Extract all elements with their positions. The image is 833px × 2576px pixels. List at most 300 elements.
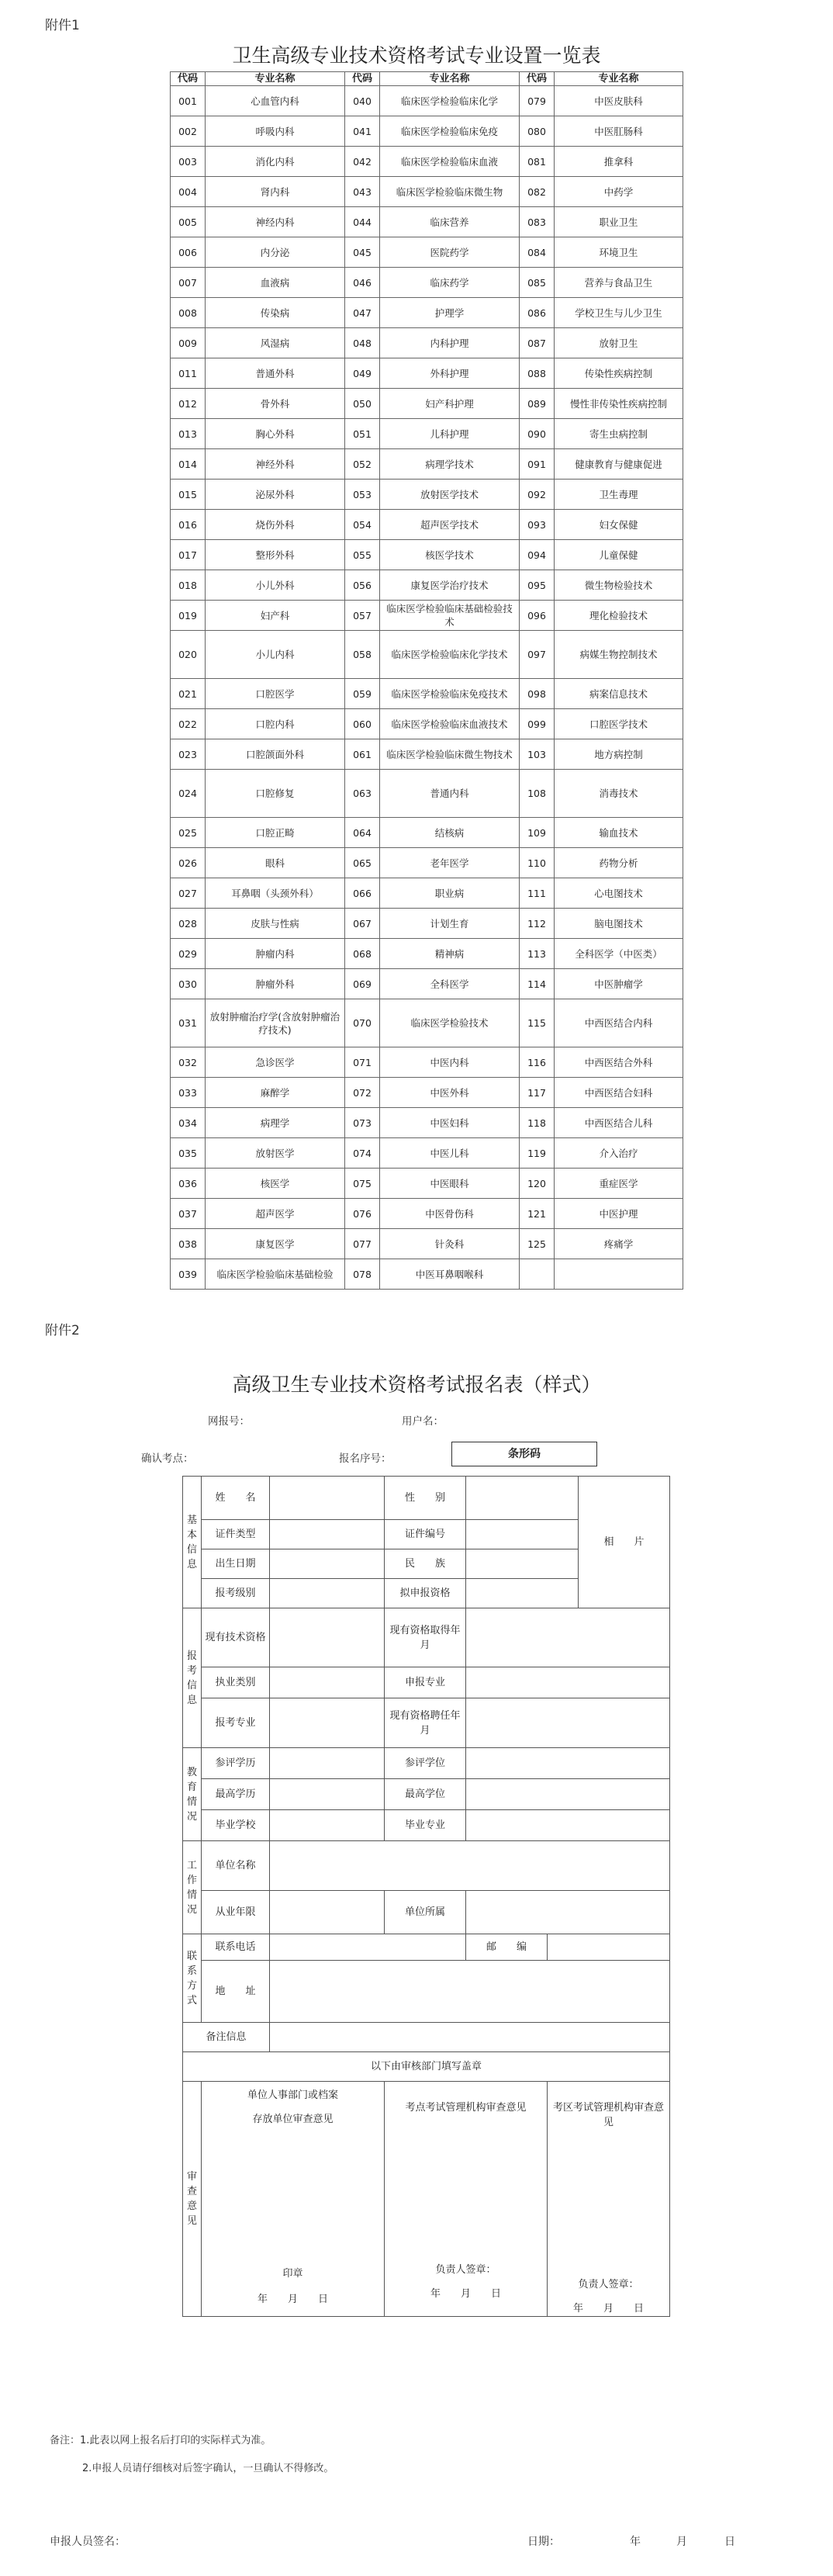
code-cell: 103 xyxy=(520,739,555,770)
specialty-cell: 理化检验技术 xyxy=(555,601,683,631)
online-no-label: 网报号： xyxy=(208,1415,250,1428)
table-row xyxy=(171,480,683,510)
apply-specialty-label: 报考专业 xyxy=(202,1698,270,1748)
attachment1-label: 附件1 xyxy=(45,18,80,33)
table-row xyxy=(171,237,683,268)
code-cell: 009 xyxy=(171,328,206,358)
grad-school-label: 毕业学校 xyxy=(202,1810,270,1841)
current-title-date-label: 现有资格取得年月 xyxy=(385,1608,466,1667)
specialty-cell: 消毒技术 xyxy=(555,770,683,818)
code-cell: 022 xyxy=(171,709,206,739)
code-cell: 053 xyxy=(345,480,380,510)
code-header: 代码 xyxy=(171,72,206,86)
table-row xyxy=(171,939,683,969)
code-cell: 007 xyxy=(171,268,206,298)
code-cell xyxy=(520,1259,555,1290)
specialty-cell: 肿瘤外科 xyxy=(206,969,345,999)
specialty-cell: 脑电图技术 xyxy=(555,909,683,939)
table-row xyxy=(171,268,683,298)
specialty-cell: 口腔医学技术 xyxy=(555,709,683,739)
code-cell: 024 xyxy=(171,770,206,818)
highest-edu-value xyxy=(270,1779,385,1810)
specialty-cell: 儿科护理 xyxy=(380,419,520,449)
work-unit-label: 单位名称 xyxy=(202,1841,270,1891)
specialty-cell: 病理学 xyxy=(206,1108,345,1138)
specialty-cell: 临床医学检验临床化学技术 xyxy=(380,631,520,679)
code-cell: 075 xyxy=(345,1169,380,1199)
code-cell: 033 xyxy=(171,1078,206,1108)
code-cell: 068 xyxy=(345,939,380,969)
code-cell: 028 xyxy=(171,909,206,939)
code-cell: 117 xyxy=(520,1078,555,1108)
specialty-cell: 中医眼科 xyxy=(380,1169,520,1199)
code-cell: 029 xyxy=(171,939,206,969)
unit-review-date: 年 月 日 xyxy=(257,2294,328,2305)
seal-label: 印章 xyxy=(282,2268,303,2280)
highest-degree-label: 最高学位 xyxy=(385,1779,466,1810)
id-type-value xyxy=(270,1520,385,1549)
specialty-cell: 中药学 xyxy=(555,177,683,207)
table-row xyxy=(171,1259,683,1290)
specialty-cell: 放射医学 xyxy=(206,1138,345,1169)
code-cell: 060 xyxy=(345,709,380,739)
table-row xyxy=(171,739,683,770)
code-cell: 108 xyxy=(520,770,555,818)
code-cell: 088 xyxy=(520,358,555,389)
table-header-row xyxy=(171,72,683,86)
code-cell: 096 xyxy=(520,601,555,631)
specialty-cell: 核医学 xyxy=(206,1169,345,1199)
specialty-cell xyxy=(555,1259,683,1290)
specialty-cell: 泌尿外科 xyxy=(206,480,345,510)
code-cell: 039 xyxy=(171,1259,206,1290)
specialty-cell: 风湿病 xyxy=(206,328,345,358)
specialty-cell: 超声医学技术 xyxy=(380,510,520,540)
table-row xyxy=(171,999,683,1047)
region-review-signer: 负责人签章： xyxy=(578,2279,639,2290)
table-row xyxy=(171,1047,683,1078)
code-cell: 045 xyxy=(345,237,380,268)
username-label: 用户名： xyxy=(402,1415,444,1428)
planned-qual-label: 拟申报资格 xyxy=(385,1579,466,1608)
degree-value xyxy=(466,1748,670,1779)
specialty-cell: 妇产科 xyxy=(206,601,345,631)
table-row xyxy=(171,969,683,999)
specialty-cell: 临床医学检验临床基础检验技术 xyxy=(380,601,520,631)
highest-edu-label: 最高学历 xyxy=(202,1779,270,1810)
specialty-cell: 针灸科 xyxy=(380,1229,520,1259)
current-title-value xyxy=(270,1608,385,1667)
specialty-cell: 临床医学检验临床基础检验 xyxy=(206,1259,345,1290)
specialty-cell: 医院药学 xyxy=(380,237,520,268)
specialty-cell: 小儿内科 xyxy=(206,631,345,679)
registration-form xyxy=(182,1476,670,2317)
table-row xyxy=(171,1138,683,1169)
code-cell: 121 xyxy=(520,1199,555,1229)
code-cell: 079 xyxy=(520,86,555,116)
code-cell: 093 xyxy=(520,510,555,540)
specialty-cell: 临床医学检验技术 xyxy=(380,999,520,1047)
code-cell: 084 xyxy=(520,237,555,268)
specialty-cell: 临床营养 xyxy=(380,207,520,237)
name-label: 姓 名 xyxy=(202,1477,270,1520)
code-cell: 087 xyxy=(520,328,555,358)
code-cell: 078 xyxy=(345,1259,380,1290)
table-row xyxy=(171,679,683,709)
table-row xyxy=(171,358,683,389)
specialty-cell: 眼科 xyxy=(206,848,345,878)
hire-date-label: 现有资格聘任年月 xyxy=(385,1698,466,1748)
specialty-cell: 职业病 xyxy=(380,878,520,909)
date-year: 年 xyxy=(630,2536,641,2548)
table-row xyxy=(171,878,683,909)
address-value xyxy=(270,1961,670,2023)
specialty-cell: 心血管内科 xyxy=(206,86,345,116)
specialty-cell: 中西医结合儿科 xyxy=(555,1108,683,1138)
code-cell: 036 xyxy=(171,1169,206,1199)
code-cell: 054 xyxy=(345,510,380,540)
specialty-cell: 外科护理 xyxy=(380,358,520,389)
specialty-cell: 传染病 xyxy=(206,298,345,328)
grad-school-value xyxy=(270,1810,385,1841)
code-cell: 070 xyxy=(345,999,380,1047)
specialty-cell: 临床医学检验临床免疫 xyxy=(380,116,520,147)
code-cell: 067 xyxy=(345,909,380,939)
code-cell: 004 xyxy=(171,177,206,207)
specialty-cell: 临床医学检验临床免疫技术 xyxy=(380,679,520,709)
code-cell: 051 xyxy=(345,419,380,449)
specialty-cell: 寄生虫病控制 xyxy=(555,419,683,449)
table-row xyxy=(171,1078,683,1108)
specialty-cell: 中医外科 xyxy=(380,1078,520,1108)
specialty-cell: 口腔颌面外科 xyxy=(206,739,345,770)
region-review-cell xyxy=(548,2082,670,2317)
specialty-cell: 妇女保健 xyxy=(555,510,683,540)
code-cell: 077 xyxy=(345,1229,380,1259)
table-row xyxy=(171,1199,683,1229)
specialty-cell: 地方病控制 xyxy=(555,739,683,770)
code-cell: 014 xyxy=(171,449,206,480)
basic-section-label: 基 本 信 息 xyxy=(183,1477,202,1608)
specialty-cell: 放射医学技术 xyxy=(380,480,520,510)
specialty-cell: 放射肿瘤治疗学(含放射肿瘤治疗技术) xyxy=(206,999,345,1047)
specialty-cell: 中医肿瘤学 xyxy=(555,969,683,999)
work-unit-value xyxy=(270,1841,670,1891)
code-cell: 072 xyxy=(345,1078,380,1108)
code-cell: 056 xyxy=(345,570,380,601)
reg-no-label: 报名序号： xyxy=(339,1452,392,1465)
specialty-cell: 全科医学（中医类） xyxy=(555,939,683,969)
specialty-cell: 肾内科 xyxy=(206,177,345,207)
code-cell: 069 xyxy=(345,969,380,999)
note-1: 备注：1.此表以网上报名后打印的实际样式为准。 xyxy=(50,2435,271,2446)
attachment2-label: 附件2 xyxy=(45,1323,80,1338)
specialty-cell: 中医皮肤科 xyxy=(555,86,683,116)
applicant-sign-label: 申报人员签名： xyxy=(50,2536,126,2548)
specialty-cell: 康复医学治疗技术 xyxy=(380,570,520,601)
specialty-cell: 口腔医学 xyxy=(206,679,345,709)
specialty-cell: 护理学 xyxy=(380,298,520,328)
unit-review-line1: 单位人事部门或档案 xyxy=(247,2090,338,2101)
table-row xyxy=(171,848,683,878)
specialty-cell: 整形外科 xyxy=(206,540,345,570)
code-cell: 097 xyxy=(520,631,555,679)
specialty-cell: 中医骨伤科 xyxy=(380,1199,520,1229)
code-cell: 120 xyxy=(520,1169,555,1199)
date-day: 日 xyxy=(724,2536,735,2548)
practice-type-value xyxy=(270,1667,385,1698)
specialty-cell: 职业卫生 xyxy=(555,207,683,237)
specialty-cell: 血液病 xyxy=(206,268,345,298)
specialty-cell: 内分泌 xyxy=(206,237,345,268)
code-cell: 071 xyxy=(345,1047,380,1078)
code-cell: 063 xyxy=(345,770,380,818)
unit-type-label: 单位所属 xyxy=(385,1891,466,1934)
specialty-cell: 精神病 xyxy=(380,939,520,969)
table-row xyxy=(171,540,683,570)
code-cell: 099 xyxy=(520,709,555,739)
specialty-cell: 老年医学 xyxy=(380,848,520,878)
address-label: 地 址 xyxy=(202,1961,270,2023)
table-row xyxy=(171,1108,683,1138)
code-cell: 037 xyxy=(171,1199,206,1229)
specialty-cell: 耳鼻咽（头颈外科） xyxy=(206,878,345,909)
code-cell: 040 xyxy=(345,86,380,116)
specialty-cell: 神经内科 xyxy=(206,207,345,237)
code-cell: 025 xyxy=(171,818,206,848)
code-cell: 065 xyxy=(345,848,380,878)
specialty-cell: 介入治疗 xyxy=(555,1138,683,1169)
code-cell: 043 xyxy=(345,177,380,207)
specialty-cell: 超声医学 xyxy=(206,1199,345,1229)
code-cell: 046 xyxy=(345,268,380,298)
ethnicity-label: 民 族 xyxy=(385,1549,466,1579)
work-section-label: 工 作 情 况 xyxy=(183,1841,202,1934)
specialty-cell: 传染性疾病控制 xyxy=(555,358,683,389)
code-cell: 109 xyxy=(520,818,555,848)
specialty-cell: 肿瘤内科 xyxy=(206,939,345,969)
code-cell: 111 xyxy=(520,878,555,909)
specialty-cell: 中西医结合外科 xyxy=(555,1047,683,1078)
table-row xyxy=(171,770,683,818)
specialty-cell: 呼吸内科 xyxy=(206,116,345,147)
grad-major-value xyxy=(466,1810,670,1841)
specialty-cell: 学校卫生与儿少卫生 xyxy=(555,298,683,328)
review-section-label: 审 查 意 见 xyxy=(183,2082,202,2317)
code-cell: 080 xyxy=(520,116,555,147)
table-row xyxy=(171,709,683,739)
specialty-cell: 小儿外科 xyxy=(206,570,345,601)
ethnicity-value xyxy=(466,1549,579,1579)
code-cell: 031 xyxy=(171,999,206,1047)
code-cell: 008 xyxy=(171,298,206,328)
table-row xyxy=(171,298,683,328)
code-cell: 114 xyxy=(520,969,555,999)
site-review-signer: 负责人签章： xyxy=(435,2264,496,2276)
specialty-cell: 核医学技术 xyxy=(380,540,520,570)
date-month: 月 xyxy=(676,2536,687,2548)
table-row xyxy=(171,207,683,237)
apply-specialty-value xyxy=(270,1698,385,1748)
code-cell: 076 xyxy=(345,1199,380,1229)
code-cell: 027 xyxy=(171,878,206,909)
practice-type-label: 执业类别 xyxy=(202,1667,270,1698)
specialty-cell: 重症医学 xyxy=(555,1169,683,1199)
table-row xyxy=(171,177,683,207)
specialty-cell: 临床医学检验临床微生物技术 xyxy=(380,739,520,770)
table-row xyxy=(171,909,683,939)
phone-label: 联系电话 xyxy=(202,1934,270,1961)
attachment1-title: 卫生高级专业技术资格考试专业设置一览表 xyxy=(232,44,601,67)
specialty-cell: 普通外科 xyxy=(206,358,345,389)
gender-value xyxy=(466,1477,579,1520)
postcode-label: 邮 编 xyxy=(466,1934,548,1961)
name-value xyxy=(270,1477,385,1520)
table-row xyxy=(171,510,683,540)
specialty-cell: 中西医结合妇科 xyxy=(555,1078,683,1108)
table-row xyxy=(171,1229,683,1259)
date-label: 日期： xyxy=(527,2536,560,2548)
code-cell: 006 xyxy=(171,237,206,268)
remarks-label: 备注信息 xyxy=(183,2023,270,2052)
code-cell: 119 xyxy=(520,1138,555,1169)
specialty-cell: 计划生育 xyxy=(380,909,520,939)
apply-level-value xyxy=(270,1579,385,1608)
code-cell: 090 xyxy=(520,419,555,449)
table-row xyxy=(171,601,683,631)
code-cell: 041 xyxy=(345,116,380,147)
specialty-cell: 口腔内科 xyxy=(206,709,345,739)
site-review-cell xyxy=(385,2082,548,2317)
note-2: 2.申报人员请仔细核对后签字确认，一旦确认不得修改。 xyxy=(82,2463,334,2474)
table-row xyxy=(171,328,683,358)
id-type-label: 证件类型 xyxy=(202,1520,270,1549)
specialty-cell: 神经外科 xyxy=(206,449,345,480)
years-label: 从业年限 xyxy=(202,1891,270,1934)
specialty-cell: 临床医学检验临床化学 xyxy=(380,86,520,116)
degree-edu-value xyxy=(270,1748,385,1779)
specialty-cell: 疼痛学 xyxy=(555,1229,683,1259)
code-cell: 116 xyxy=(520,1047,555,1078)
specialty-cell: 骨外科 xyxy=(206,389,345,419)
specialty-cell: 全科医学 xyxy=(380,969,520,999)
table-row xyxy=(171,1169,683,1199)
specialty-header: 专业名称 xyxy=(206,72,345,86)
unit-review-line2: 存放单位审查意见 xyxy=(252,2114,334,2125)
degree-label: 参评学位 xyxy=(385,1748,466,1779)
code-cell: 125 xyxy=(520,1229,555,1259)
specialty-cell: 微生物检验技术 xyxy=(555,570,683,601)
birth-label: 出生日期 xyxy=(202,1549,270,1579)
specialty-cell: 健康教育与健康促进 xyxy=(555,449,683,480)
code-cell: 074 xyxy=(345,1138,380,1169)
table-row xyxy=(171,631,683,679)
remarks-value xyxy=(270,2023,670,2052)
current-title-label: 现有技术资格 xyxy=(202,1608,270,1667)
code-cell: 098 xyxy=(520,679,555,709)
code-cell: 015 xyxy=(171,480,206,510)
code-header: 代码 xyxy=(520,72,555,86)
specialty-cell: 心电图技术 xyxy=(555,878,683,909)
specialty-cell: 康复医学 xyxy=(206,1229,345,1259)
code-cell: 013 xyxy=(171,419,206,449)
edu-section-label: 教 育 情 况 xyxy=(183,1748,202,1841)
specialty-cell: 病媒生物控制技术 xyxy=(555,631,683,679)
review-header: 以下由审核部门填写盖章 xyxy=(183,2052,670,2082)
apply-major-label: 申报专业 xyxy=(385,1667,466,1698)
code-cell: 083 xyxy=(520,207,555,237)
unit-review-cell xyxy=(202,2082,385,2317)
specialty-cell: 中医肛肠科 xyxy=(555,116,683,147)
table-row xyxy=(171,419,683,449)
specialty-cell: 消化内科 xyxy=(206,147,345,177)
code-cell: 082 xyxy=(520,177,555,207)
specialty-cell: 普通内科 xyxy=(380,770,520,818)
specialty-header: 专业名称 xyxy=(555,72,683,86)
specialty-cell: 中医内科 xyxy=(380,1047,520,1078)
code-cell: 005 xyxy=(171,207,206,237)
code-cell: 021 xyxy=(171,679,206,709)
code-cell: 048 xyxy=(345,328,380,358)
specialty-cell: 药物分析 xyxy=(555,848,683,878)
id-no-label: 证件编号 xyxy=(385,1520,466,1549)
code-cell: 052 xyxy=(345,449,380,480)
region-review-label: 考区考试管理机构审查意见 xyxy=(552,2102,664,2128)
phone-value xyxy=(270,1934,466,1961)
code-cell: 050 xyxy=(345,389,380,419)
code-cell: 042 xyxy=(345,147,380,177)
code-cell: 081 xyxy=(520,147,555,177)
specialty-cell: 皮肤与性病 xyxy=(206,909,345,939)
code-cell: 032 xyxy=(171,1047,206,1078)
specialty-cell: 临床药学 xyxy=(380,268,520,298)
specialty-cell: 中医妇科 xyxy=(380,1108,520,1138)
specialty-cell: 内科护理 xyxy=(380,328,520,358)
specialty-cell: 中医儿科 xyxy=(380,1138,520,1169)
code-cell: 059 xyxy=(345,679,380,709)
specialty-table xyxy=(170,71,683,1290)
specialty-cell: 环境卫生 xyxy=(555,237,683,268)
code-cell: 019 xyxy=(171,601,206,631)
table-row xyxy=(171,147,683,177)
planned-qual-value xyxy=(466,1579,579,1608)
specialty-cell: 烧伤外科 xyxy=(206,510,345,540)
specialty-cell: 口腔正畸 xyxy=(206,818,345,848)
table-row xyxy=(171,449,683,480)
table-row xyxy=(171,86,683,116)
table-row xyxy=(171,389,683,419)
specialty-cell: 营养与食品卫生 xyxy=(555,268,683,298)
code-header: 代码 xyxy=(345,72,380,86)
code-cell: 091 xyxy=(520,449,555,480)
contact-section-label: 联 系 方 式 xyxy=(183,1934,202,2023)
code-cell: 113 xyxy=(520,939,555,969)
specialty-cell: 临床医学检验临床血液技术 xyxy=(380,709,520,739)
code-cell: 049 xyxy=(345,358,380,389)
specialty-cell: 中医耳鼻咽喉科 xyxy=(380,1259,520,1290)
site-review-date: 年 月 日 xyxy=(430,2288,501,2300)
specialty-cell: 胸心外科 xyxy=(206,419,345,449)
table-row xyxy=(171,570,683,601)
code-cell: 073 xyxy=(345,1108,380,1138)
apply-section-label: 报 考 信 息 xyxy=(183,1608,202,1748)
specialty-cell: 中西医结合内科 xyxy=(555,999,683,1047)
birth-value xyxy=(270,1549,385,1579)
code-cell: 012 xyxy=(171,389,206,419)
postcode-value xyxy=(548,1934,670,1961)
specialty-cell: 结核病 xyxy=(380,818,520,848)
code-cell: 020 xyxy=(171,631,206,679)
